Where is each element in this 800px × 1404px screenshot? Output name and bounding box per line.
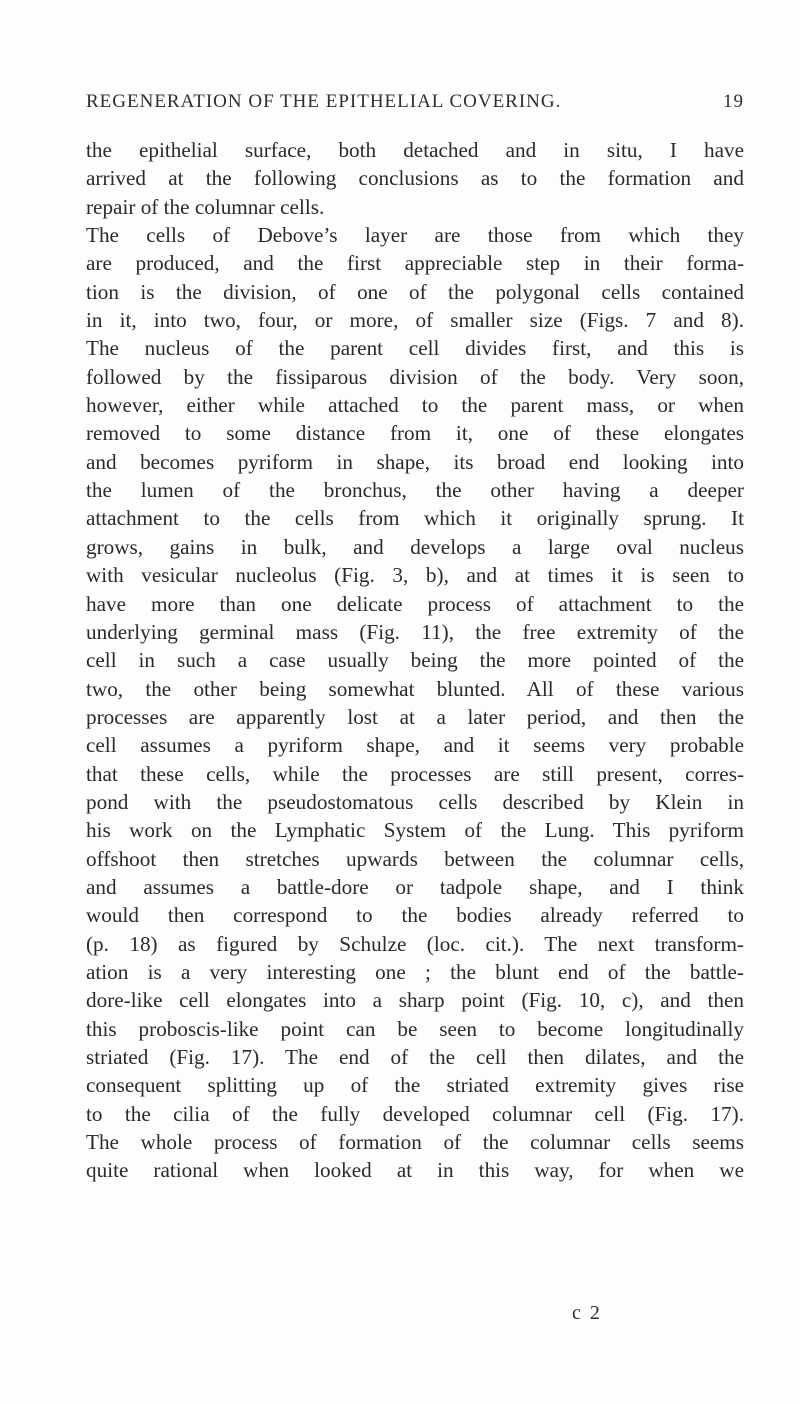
text-line: The whole process of formation of the columnar cells seems (86, 1130, 744, 1155)
text-line: repair of the columnar cells. (86, 194, 325, 219)
text-line: arrived at the following conclusions as to the formation and (86, 166, 744, 191)
text-line: dore-like cell elongates into a sharp point (Fig. 10, c), and then (86, 988, 744, 1013)
text-line: the lumen of the bronchus, the other having a deeper (86, 478, 744, 503)
text-line: striated (Fig. 17). The end of the cell then dilates, and the (86, 1045, 744, 1069)
text-line: processes are apparently lost at a later period, and then the (86, 704, 744, 729)
text-line: The nucleus of the parent cell divides first, and this is (86, 336, 744, 361)
text-line: are produced, and the first appreciable step in their forma- (86, 251, 744, 276)
text-line: removed to some distance from it, one of these elongates (86, 421, 744, 446)
text-line: have more than one delicate process of attachment to the (86, 591, 744, 616)
body-text (86, 136, 744, 1185)
text-line: attachment to the cells from which it originally sprung. It (86, 506, 744, 531)
text-line: pond with the pseudostomatous cells described by Klein in (86, 789, 744, 814)
text-line: cell assumes a pyriform shape, and it seems very probable (86, 733, 744, 758)
text-line: with vesicular nucleolus (Fig. 3, b), and at times it is seen to (86, 563, 744, 588)
text-line: however, either while attached to the parent mass, or when (86, 393, 744, 418)
text-line: that these cells, while the processes are still present, corres- (86, 761, 744, 786)
page-number: 19 (723, 91, 744, 112)
text-line: cell in such a case usually being the more pointed of the (86, 648, 744, 673)
signature-mark: c 2 (572, 1302, 602, 1324)
text-line: followed by the fissiparous division of the body. Very soon, (86, 364, 744, 389)
text-line: quite rational when looked at in this way, for when we (86, 1158, 744, 1183)
text-line: his work on the Lymphatic System of the Lung. This pyriform (86, 818, 744, 843)
text-line: this proboscis-like point can be seen to become longitudinally (86, 1016, 744, 1041)
text-line: the epithelial surface, both detached and in situ, I have (86, 138, 744, 162)
running-title: REGENERATION OF THE EPITHELIAL COVERING. (86, 91, 562, 112)
text-line: and assumes a battle-dore or tadpole shape, and I think (86, 874, 744, 899)
text-line: two, the other being somewhat blunted. All of these various (86, 676, 744, 701)
text-line: ation is a very interesting one ; the blunt end of the battle- (86, 959, 744, 984)
text-line: grows, gains in bulk, and develops a large oval nucleus (86, 534, 744, 559)
text-line: in it, into two, four, or more, of smaller size (Figs. 7 and 8). (86, 308, 744, 333)
text-line: underlying germinal mass (Fig. 11), the free extremity of the (86, 619, 744, 644)
text-line: to the cilia of the fully developed columnar cell (Fig. 17). (86, 1101, 744, 1126)
text-line: The cells of Debove’s layer are those from which they (86, 223, 744, 248)
running-head (86, 91, 744, 117)
text-line: (p. 18) as figured by Schulze (loc. cit.). The next transform- (86, 931, 744, 956)
text-line: consequent splitting up of the striated extremity gives rise (86, 1073, 744, 1098)
text-line: offshoot then stretches upwards between the columnar cells, (86, 846, 744, 871)
text-line: would then correspond to the bodies already referred to (86, 903, 744, 928)
text-line: tion is the division, of one of the polygonal cells contained (86, 279, 744, 304)
text-line: and becomes pyriform in shape, its broad end looking into (86, 449, 744, 474)
